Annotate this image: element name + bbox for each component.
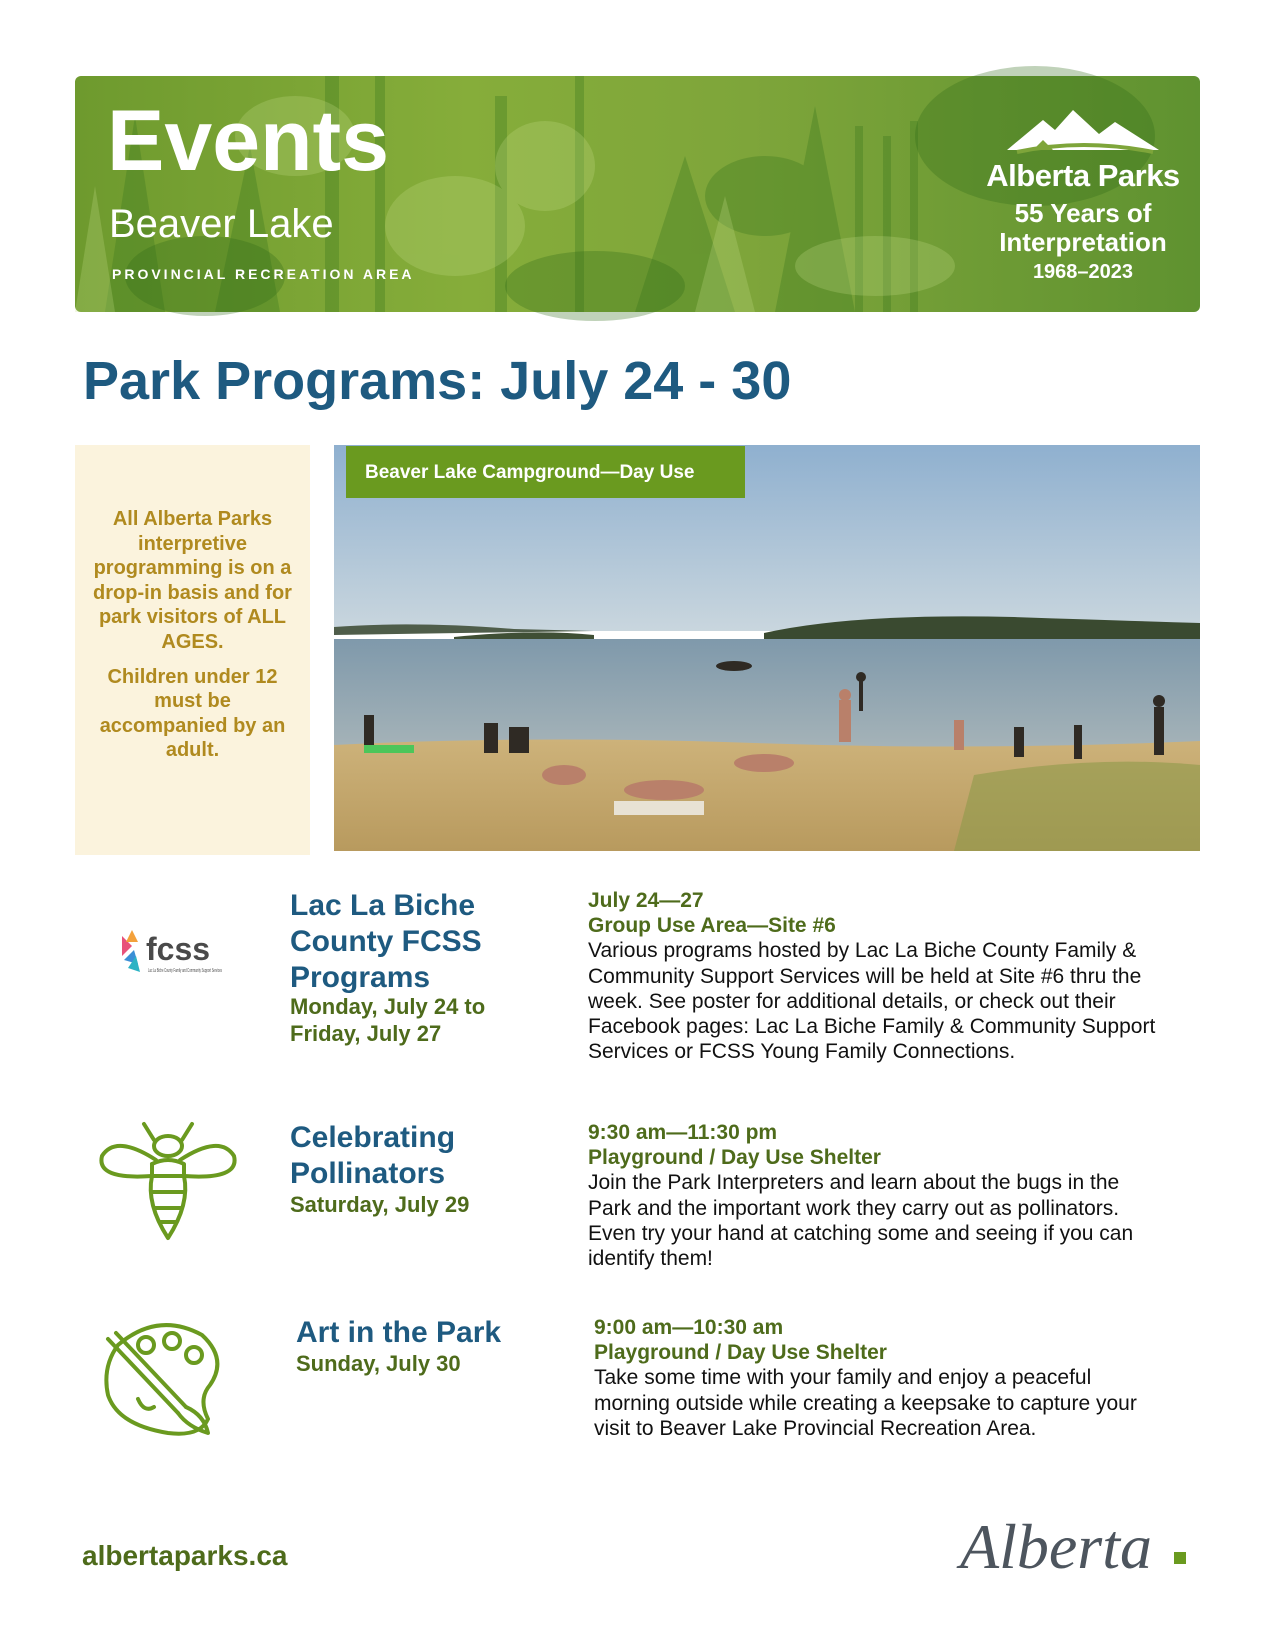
event-description: Various programs hosted by Lac La Biche County Family & Community Support Services will be held at Site #6 thru the week. See poster for additional details, or check out their Facebook pages: Lac La Biche Family & Community Support Services or FCSS Young Family Connections. xyxy=(588,939,1156,1064)
info-box xyxy=(75,445,310,855)
banner-tagline: PROVINCIAL RECREATION AREA xyxy=(112,266,415,282)
alberta-logo-text: Alberta xyxy=(960,1511,1152,1582)
event-title: Lac La Biche County FCSS Programs xyxy=(290,889,482,994)
brand-name: Alberta Parks xyxy=(986,158,1180,193)
brand-years-line1: 55 Years of xyxy=(1014,198,1152,228)
event-time: 9:00 am—10:30 am xyxy=(594,1316,784,1339)
event-details xyxy=(594,1315,1164,1441)
event-location: Playground / Day Use Shelter xyxy=(594,1341,887,1365)
fcss-logo-icon xyxy=(118,926,230,988)
fcss-logo-subtext: Lac La Biche County Family and Community Support Services xyxy=(148,968,223,974)
event-location: Playground / Day Use Shelter xyxy=(588,1146,881,1170)
event-details xyxy=(588,888,1158,1064)
mountain-logo-icon xyxy=(1003,102,1163,154)
footer-website-link[interactable]: albertaparks.ca xyxy=(82,1540,288,1571)
photo-location-label: Beaver Lake Campground—Day Use xyxy=(346,446,745,498)
event-details xyxy=(588,1120,1158,1271)
event-title: Art in the Park xyxy=(296,1316,502,1349)
event-time: 9:30 am—11:30 pm xyxy=(588,1121,778,1144)
event-description: Join the Park Interpreters and learn about the bugs in the Park and the important work they carry out as pollinators. Even try your hand at catching some and seeing if you can identify them! xyxy=(588,1171,1134,1270)
brand-years-line2: Interpretation xyxy=(999,227,1167,258)
header-banner xyxy=(75,76,1200,312)
page-title: Park Programs: July 24 - 30 xyxy=(83,351,792,411)
event-date: Saturday, July 29 xyxy=(290,1192,470,1217)
bee-icon xyxy=(96,1120,241,1245)
beach-photo xyxy=(334,445,1200,851)
alberta-government-logo xyxy=(960,1508,1200,1588)
alberta-parks-brand xyxy=(978,102,1188,284)
event-time: July 24—27 xyxy=(588,889,704,912)
event-pollinators xyxy=(0,1120,1275,1280)
info-children-text: Children under 12 must be accompanied by an adult. xyxy=(99,665,286,762)
event-description: Take some time with your family and enjoy a peaceful morning outside while creating a keepsake to capture your visit to Beaver Lake Provincial Recreation Area. xyxy=(594,1366,1137,1440)
event-art-in-the-park xyxy=(0,1315,1275,1465)
banner-subtitle: Beaver Lake xyxy=(109,202,334,246)
event-location: Group Use Area—Site #6 xyxy=(588,914,836,938)
event-title: Celebrating Pollinators xyxy=(290,1121,456,1190)
beach-scene-image xyxy=(334,445,1200,851)
info-dropin-text: All Alberta Parks interpretive programming is on a drop-in basis and for park visitors of ALL AGES. xyxy=(93,508,292,653)
paint-palette-icon xyxy=(98,1315,228,1443)
event-date: Sunday, July 30 xyxy=(296,1351,461,1376)
fcss-logo-text: fcss xyxy=(146,931,211,967)
banner-title: Events xyxy=(107,93,390,189)
event-date: Monday, July 24 to Friday, July 27 xyxy=(290,994,486,1046)
brand-year-range: 1968–2023 xyxy=(1032,261,1134,284)
event-fcss xyxy=(0,888,1275,1088)
